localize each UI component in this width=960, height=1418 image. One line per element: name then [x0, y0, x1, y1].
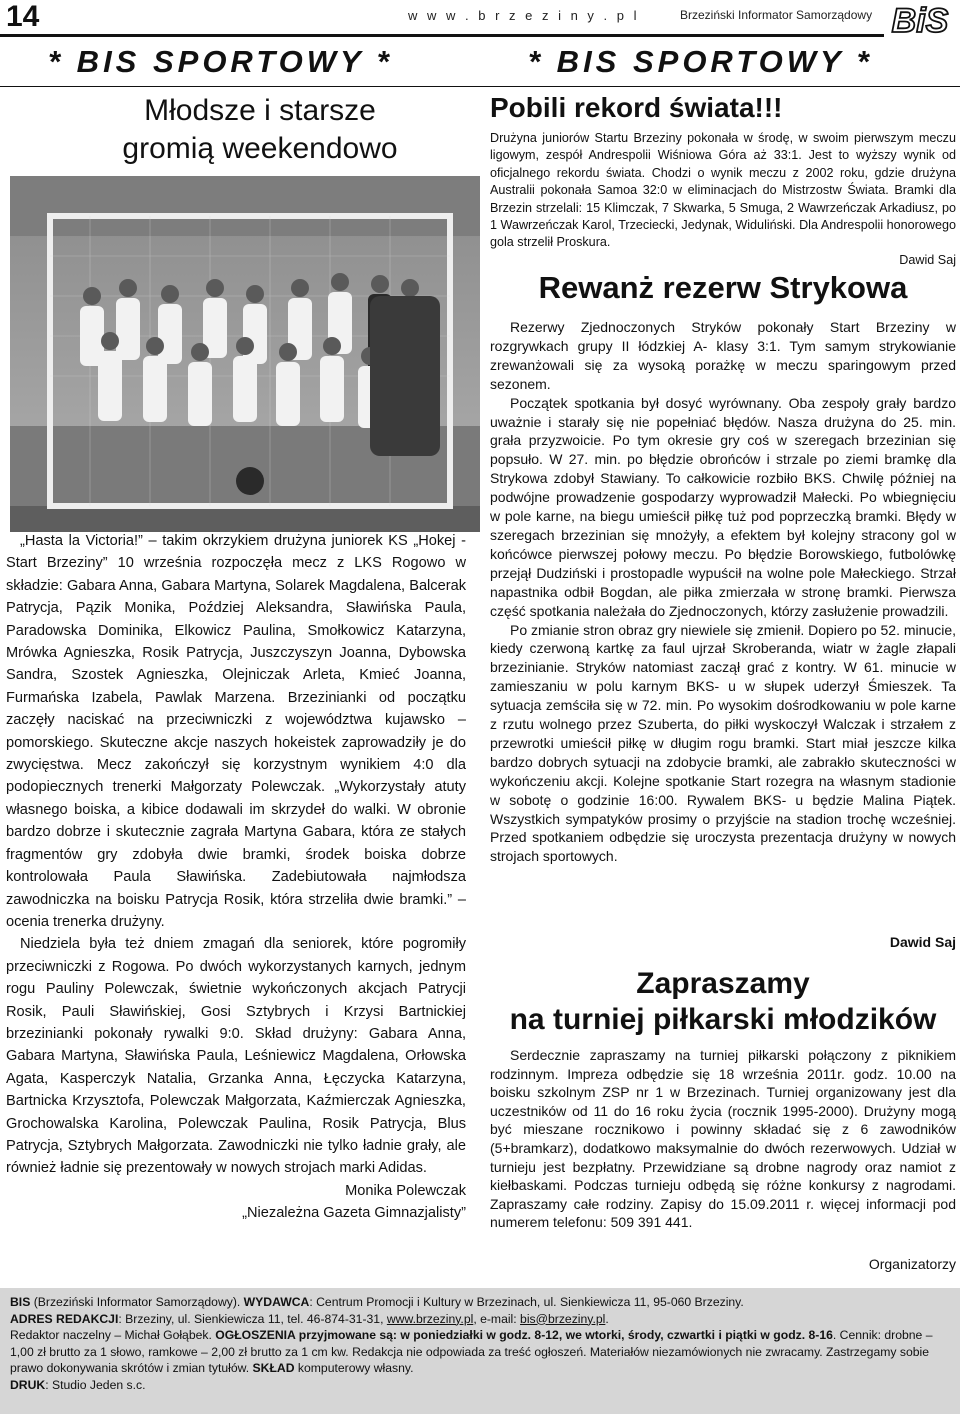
- tournament-article-title: [490, 966, 956, 1038]
- tournament-article-author: Organizatorzy: [868, 1256, 956, 1272]
- footer-sklad-label: SKŁAD: [252, 1361, 295, 1375]
- rewanz-paragraph-2: Początek spotkania był dosyć wyrównany. Oba zespoły grały bardzo uważnie i starały się nie popełniać błędów. Nasza drużyna do 25. min. grała przyzwoicie. Po tym okresie gry coś w szeregach brzezinian się popsuło. W 27. min. po błędzie obrońców i strzale po ziemi bramkę dla Strykowa zdobył Stawiany. To całkowicie rozbiło BKS. Chwilę później na podwójne prowadzenie gospodarzy wyprowadził Małecki. Po wbiegnięciu w pole karne, na biegu umieścił piłkę tuż pod poprzeczką bramki. Błędy w szeregach brzezinian się mnożyły, a efektem był kolejny stracony gol w końcówce pierwszej połowy meczu. Po błędzie Borowskiego, futbolówkę przejął Dudziński i prostopadle wypuścił na wolne pole Małeckiego. Strzał napastnika odbił Bogdan, ale piłka zmierzała w stronę bramki. Pierwsza część spotkania należała do Zjednoczonych, którzy zasłużenie prowadzili.: [490, 394, 956, 619]
- rewanz-paragraph-3: Po zmianie stron obraz gry niewiele się zmienił. Dopiero po 52. minucie, kiedy czerwoną kartkę za faul ujrzał Skroberanda, wiatr w żagle złapali brzezinianie. Stryków natomiast zaczął grać z kontry. W 61. minucie w zamieszaniu w polu karnym BKS- u w słupek uderzył Śmieszek. Ta sytuacja zemściła się w 72. min. Po wysokim dośrodkowaniu w pole karne z rzutu wolnego przez Szuberta, do piłki wyskoczył Walczak i strzałem z przewrotki umieścił piłkę w długim rogu bramki. Start miał jeszcze kilka bardzo dobrych sytuacji na zdobycie bramki, ale zabrakło skuteczności w wykończeniu akcji. Kolejne spotkanie Start rozegra na własnym stadionie w sobotę o godzinie 16:00. Rywalem BKS- u będzie Malina Piątek. Wszystkich sympatyków prosimy o przyjście na stadion trochę wcześniej. Przed spotkaniem odbędzie się uroczysta prezentacja drużyny w nowych strojach sportowych.: [490, 621, 956, 865]
- footer-www-link[interactable]: www.brzeziny.pl: [386, 1311, 474, 1326]
- left-signature-author: Monika Polewczak: [345, 1182, 466, 1199]
- header-rule: [0, 34, 884, 37]
- site-url[interactable]: w w w . b r z e z i n y . p l: [408, 8, 640, 23]
- rewanz-article-body: [490, 318, 956, 866]
- record-article-title: Pobili rekord świata!!!: [490, 92, 783, 123]
- footer-adres: : Brzeziny, ul. Sienkiewicza 11, tel. 46-874-31-31,: [118, 1311, 387, 1326]
- page-header: [0, 0, 960, 40]
- record-article-author: Dawid Saj: [899, 252, 956, 267]
- footer-wydawca-label: WYDAWCA: [243, 1295, 310, 1309]
- footer-cennik: . Cennik: drobne – 1,00 zł brutto za 1 słowo, ramkowe – 2,00 zł brutto za 1 cm kw. Redakcja nie odpowiada za treść ogłoszeń. Materiałów niezamówionych nie zwracamy. Zastrzegamy sobie prawo dokonywania skrótów i zmian tytułów.: [10, 1328, 933, 1375]
- footer-sklad: komputerowy własny.: [294, 1361, 414, 1375]
- banner-rule: [0, 86, 960, 87]
- bis-logo: [884, 2, 956, 38]
- section-banner-right: * BIS SPORTOWY *: [528, 44, 873, 79]
- footer-ogloszenia: OGŁOSZENIA przyjmowane są: w poniedziałki w godz. 8-12, we wtorki, środy, czwartki i piątki w godz. 8-16: [215, 1328, 833, 1342]
- record-article-body: [490, 130, 956, 269]
- rewanz-paragraph-1: Rezerwy Zjednoczonych Stryków pokonały Start Brzeziny w rozgrywkach grupy II łódzkiej A- klasy 3:1. Tym samym strykowianie zrewanżowali się za wysoką porażkę w meczu sparingowym przed sezonem.: [490, 319, 956, 392]
- page-number: 14: [6, 0, 40, 33]
- publication-name: Brzeziński Informator Samorządowy: [680, 8, 873, 22]
- rewanz-article-author: Dawid Saj: [889, 934, 956, 950]
- tournament-paragraph: Serdecznie zapraszamy na turniej piłkarski połączony z piknikiem rodzinnym. Impreza odbędzie się 18 września 2011r. godz. 10.00 na boisku szkolnym ZSP nr 1 w Brzezinach. Turniej organizowany jest dla uczestników od 11 do 16 roku życia (rocznik 1995-2000). Drużyny mogą być mieszane rocznikowo i powinny składać się z 6 zawodników (5+bramkarz), dodatkowo maksymalnie do dwóch rezerwowych. Udział w turnieju jest bezpłatny. Przewidziane są drobne nagrody oraz namiot z kiełbaskami. Podczas turnieju odbędą się różne konkursy z nagrodami. Zapraszamy całe rodziny. Zapisy do 15.09.2011 r. więcej informacji pod numerem telefonu: 509 391 441.: [490, 1047, 956, 1231]
- left-paragraph-1: „Hasta la Victoria!” – takim okrzykiem drużyna juniorek KS „Hokej - Start Brzeziny” 10 września rozpoczęła mecz z LKS Rogowo w składzie: Gabara Anna, Gabara Martyna, Solarek Magdalena, Balcerak Patrycja, Pązik Monika, Poździej Aleksandra, Sławińska Paula, Paradowska Dominika, Elkowicz Paulina, Smołkowicz Katarzyna, Mrówka Agnieszka, Rosik Patrycja, Juszczyszyn Joanna, Dybowska Sandra, Szostek Agnieszka, Olejniczak Arleta, Kmieć Joanna, Furmańska Izabela, Pawlak Marzena. Brzezinianki od początku zaczęły naciskać na przeciwniczki z województwa kujawsko – pomorskiego. Skuteczne akcje naszych hokeistek zaprowadziły je do zwycięstwa. Mecz zakończył się korzystnym wynikiem 4:0 dla podopiecznych trenerki Małgorzaty Polewczak. „Wykorzystały atuty własnego boiska, a kibice dodawali im skrzydeł do walki. W obronie bardzo dobrze i skutecznie zagrała Martyna Gabara, która ze stałych fragmentów gry zdobyła dwie bramki, środek boiska dobrze kontrolowała Paula Sławińska. Zadebiutowała najmłodsza zawodniczka na boisku Patrycja Rosik, która strzeliła dwie bramki.” – ocenia trenerka drużyny.: [6, 533, 466, 930]
- left-signature-source: „Niezależna Gazeta Gimnazjalisty”: [242, 1205, 466, 1222]
- footer-email-suffix: .: [605, 1311, 609, 1326]
- tournament-title-line2: na turniej piłkarski młodzików: [509, 1003, 937, 1036]
- rewanz-article-title: Rewanż rezerw Strykowa: [538, 270, 908, 305]
- record-article-text: Drużyna juniorów Startu Brzeziny pokonała w środę, w swoim pierwszym meczu ligowym, zespół Andrespolii Wiśniowa Góra aż 33:1. Jest to wyższy wynik od oficjalnego rekordu świata. Chodzi o wynik meczu z 2002 roku, gdzie drużyna Australii pokonała Samoa 32:0 w eliminacjach do Mistrzostw Świata. Bramki dla Brzezin strzelali: 15 Klimczak, 7 Skwarka, 5 Smuga, 2 Wawrzeńczak Arkadiusz, po 1 Wawrzeńczak Karol, Trzeciecki, Jedynak, Widuliński. Dla Andrespolii honorowego gola strzelił Proskura.: [490, 131, 956, 250]
- left-article-title: [70, 92, 450, 168]
- footer-druk: : Studio Jeden s.c.: [45, 1377, 146, 1392]
- tournament-article-body: [490, 1046, 956, 1232]
- left-article-body: [6, 530, 466, 1225]
- footer-email-prefix: , e-mail:: [473, 1311, 521, 1326]
- footer-wydawca: : Centrum Promocji i Kultury w Brzezinach, ul. Sienkiewicza 11, 95-060 Brzeziny.: [309, 1295, 744, 1309]
- footer-bis: BIS: [10, 1295, 31, 1309]
- footer-email-link[interactable]: bis@brzeziny.pl: [520, 1311, 606, 1326]
- team-photo: [10, 176, 480, 532]
- left-title-line1: Młodsze i starsze: [144, 94, 376, 127]
- imprint-footer: [0, 1288, 960, 1414]
- logo-text: BiS: [891, 2, 949, 38]
- tournament-title-line1: Zapraszamy: [636, 967, 810, 1000]
- team-photo-graphic: [10, 176, 480, 532]
- footer-druk-label: DRUK: [10, 1377, 46, 1392]
- section-banner-left: * BIS SPORTOWY *: [48, 44, 393, 79]
- footer-adres-label: ADRES REDAKCJI: [10, 1311, 119, 1326]
- left-paragraph-2: Niedziela była też dniem zmagań dla seniorek, które pogromiły przeciwniczki z Rogowa. Po dwóch wykorzystanych karnych, jednym rogu Pauliny Polewczak, świetnie wykończonych akcjach Patrycji Rosik, Pauli Sławińskiej, Gosi Sztybrych i Krzysi Bartnickiej brzezinianki pokonały rywalki 9:0. Skład drużyny: Gabara Anna, Gabara Martyna, Sławińska Paula, Leśniewicz Magdalena, Orłowska Agata, Kasperczyk Natalia, Grzanka Anna, Łęczycka Katarzyna, Bartnicka Krzysztofa, Polewczak Małgorzata, Kaźmierczak Agnieszka, Grochowalska Karolina, Polewczak Paulina, Rosik Patrycja, Blus Patrycja, Sztybrych Małgorzata. Zawodniczki nie tylko ładnie grały, ale również ładnie się prezentowały w nowych strojach marki Adidas.: [6, 936, 466, 1177]
- footer-bis-full: (Brzeziński Informator Samorządowy).: [30, 1295, 244, 1309]
- left-title-line2: gromią weekendowo: [122, 132, 398, 165]
- footer-redaktor: Redaktor naczelny – Michał Gołąbek.: [10, 1328, 216, 1342]
